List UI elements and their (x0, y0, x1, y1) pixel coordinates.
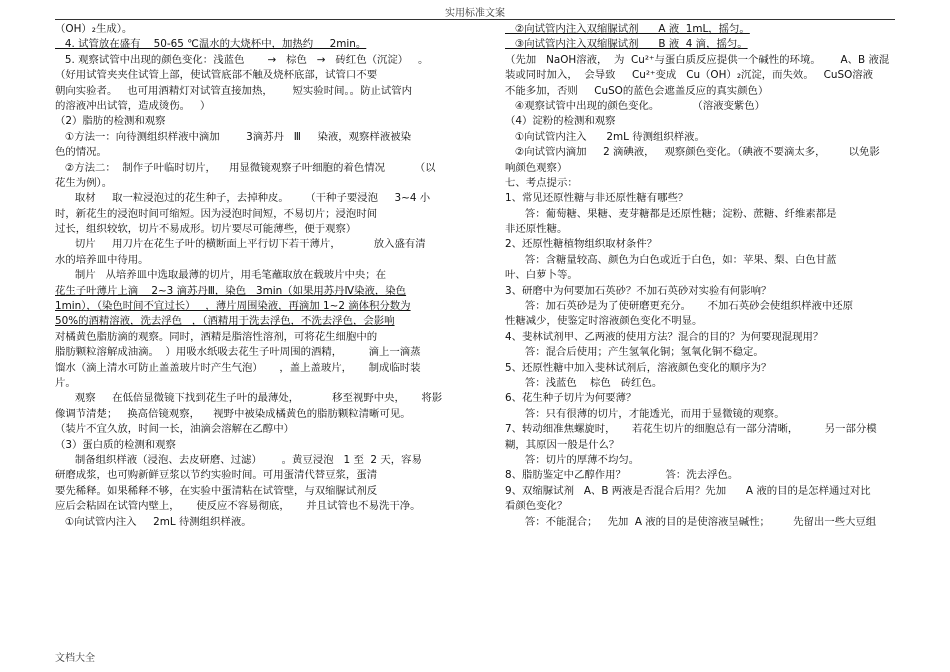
text-line: 答：葡萄糖、果糖、麦芽糖都是还原性糖；淀粉、蔗糖、纤维素都是 (505, 207, 837, 220)
text-line: 1min），（染色时间不宜过长） ，薄片周围染液，再滴加 1~2 滴体积分数为 (55, 300, 411, 313)
text-line: 答：浅蓝色 棕色 砖红色。 (505, 376, 663, 389)
text-line: 1、常见还原性糖与非还原性糖有哪些？ (505, 192, 689, 205)
text-line: 研磨成浆，也可购新鲜豆浆以节约实验时间。可用蛋清代替豆浆，蛋清 (55, 469, 378, 482)
text-line: 答：含糖量较高、颜色为白色或近于白色，如：苹果、梨、白色甘蓝 (505, 253, 837, 266)
left-column (55, 22, 443, 530)
text-line: 应后会粘固在试管内壁上， 使反应不容易彻底， 并且试管也不易洗干净。 (55, 500, 421, 513)
text-line: 看颜色变化？ (505, 500, 568, 513)
text-line: 朝向实验者。 也可用酒精灯对试管直接加热， 短实验时间。。防止试管内 (55, 84, 413, 97)
text-line: 4、斐林试剂甲、乙两液的使用方法？混合的目的？为何要现混现用？ (505, 330, 824, 343)
text-line: 要先稀释。如果稀释不够，在实验中蛋清粘在试管壁，与双缩脲试剂反 (55, 484, 378, 497)
text-line: ①向试管内注入 2mL 待测组织样液。 (505, 130, 705, 143)
text-line: 响颜色观察） (505, 161, 568, 174)
text-line: 性糖减少，使鉴定时溶液颜色变化不明显。 (505, 315, 703, 328)
text-line: 时，新花生的浸泡时间可缩短。因为浸泡时间短，不易切片；浸泡时间 (55, 207, 378, 220)
text-line: ②方法二： 制作子叶临时切片， 用显微镜观察子叶细胞的着色情况 （以 (55, 161, 436, 174)
text-line: 50%的酒精溶液，洗去浮色 ，（酒精用于洗去浮色，不洗去浮色，会影响 (55, 315, 395, 328)
text-line: 制片 从培养皿中选取最薄的切片，用毛笔蘸取放在载玻片中央；在 (55, 269, 387, 282)
text-line: 答：混合后使用；产生氢氧化铜；氢氧化铜不稳定。 (505, 346, 764, 359)
text-line: 6、花生种子切片为何要薄？ (505, 392, 637, 405)
text-line: 花生子叶薄片上滴 2~3 滴苏丹Ⅲ，染色 3min（如果用苏丹Ⅳ染液，染色 (55, 284, 407, 297)
text-line: 观察 在低倍显微镜下找到花生子叶的最薄处， 移至视野中央， 将影 (55, 392, 443, 405)
text-line: 对橘黄色脂肪滴的观察。同时，酒精是脂溶性溶剂，可将花生细胞中的 (55, 330, 378, 343)
text-line: ④观察试管中出现的颜色变化。 （溶液变紫色） (505, 99, 766, 112)
text-line: 5、还原性糖中加入斐林试剂后，溶液颜色变化的顺序为？ (505, 361, 772, 374)
text-line: 取材 取一粒浸泡过的花生种子，去掉种皮。 （干种子要浸泡 3~4 小 (55, 192, 431, 205)
text-line: ②向试管内注入双缩脲试剂 A 液 1mL，摇匀。 (505, 23, 750, 35)
text-line: 2、还原性糖植物组织取材条件？ (505, 238, 658, 251)
text-line: 的溶液冲出试管，造成烫伤。 ） (55, 99, 211, 112)
text-line: 答：加石英砂是为了使研磨更充分。 不加石英砂会使组织样液中还原 (505, 300, 854, 313)
text-line: 7、转动细准焦螺旋时， 若花生切片的细胞总有一部分清晰， 另一部分模 (505, 423, 877, 436)
text-line: 色的情况。 (55, 146, 107, 159)
page-header: 实用标准文案 (445, 8, 505, 19)
text-line: 脂肪颗粒溶解成油滴。 ）用吸水纸吸去花生子叶周围的酒精， 滴上一滴蒸 (55, 346, 421, 359)
right-column (505, 22, 900, 530)
text-line: （3）蛋白质的检测和观察 (55, 438, 176, 451)
text-line: ③向试管内注入双缩脲试剂 B 液 4 滴，摇匀。 (505, 38, 748, 51)
text-line: ②向试管内滴加 2 滴碘液， 观察颜色变化。（碘液不要滴太多， 以免影 (505, 146, 880, 159)
page-footer: 文档大全 (55, 653, 95, 664)
text-line: 非还原性糖。 (505, 223, 568, 236)
text-line: （装片不宜久放，时间一长，油滴会溶解在乙醇中） (55, 423, 294, 436)
text-line: 8、脂肪鉴定中乙醇作用？ 答：洗去浮色。 (505, 469, 739, 482)
text-line: 制备组织样液（浸泡、去皮研磨、过滤） 。黄豆浸泡 1 至 2 天，容易 (55, 453, 422, 466)
text-line: （OH）₂生成）。 (55, 23, 133, 35)
text-line: 水的培养皿中待用。 (55, 253, 149, 266)
text-line: 9、双缩脲试剂 A、B 两液是否混合后用？先加 A 液的目的是怎样通过对比 (505, 484, 871, 497)
text-line: 片。 (55, 376, 76, 389)
text-line: 答：只有很薄的切片，才能透光，而用于显微镜的观察。 (505, 407, 785, 420)
text-line: 切片 用刀片在花生子叶的横断面上平行切下若干薄片， 放入盛有清 (55, 238, 426, 251)
text-line: 不能多加，否则 CuSO的蓝色会遮盖反应的真实颜色） (505, 84, 769, 97)
text-line: ①向试管内注入 2mL 待测组织样液。 (55, 515, 252, 528)
text-line: 花生为例）。 (55, 176, 113, 189)
text-line: （4）淀粉的检测和观察 (505, 115, 616, 128)
text-line: 答：不能混合； 先加 A 液的目的是使溶液呈碱性； 先留出一些大豆组 (505, 515, 877, 528)
text-line: 馏水（滴上清水可防止盖盖玻片时产生气泡） ，盖上盖玻片， 制成临时装 (55, 361, 421, 374)
header-rule (55, 19, 895, 20)
text-line: 叶、白萝卜等。 (505, 269, 578, 282)
text-line: 4. 试管放在盛有 50-65 ℃温水的大烧杯中，加热约 2min。 (55, 38, 367, 51)
text-line: （先加 NaOH溶液， 为 Cu²⁺与蛋白质反应提供一个碱性的环境。 A、B 液混 (505, 53, 890, 66)
text-line: 3、研磨中为何要加石英砂？不加石英砂对实验有何影响？ (505, 284, 772, 297)
text-line: 像调节清楚； 换高倍镜观察， 视野中被染成橘黄色的脂肪颗粒清晰可见。 (55, 407, 411, 420)
text-line: ①方法一：向待测组织样液中滴加 3滴苏丹 Ⅲ 染液，观察样液被染 (55, 130, 411, 143)
text-line: （2）脂肪的检测和观察 (55, 115, 166, 128)
text-line: 5. 观察试管中出现的颜色变化：浅蓝色 → 棕色 → 砖红色（沉淀） 。 (55, 53, 429, 66)
text-line: 过长，组织较软，切片不易成形。切片要尽可能薄些，便于观察） (55, 223, 357, 236)
text-line: （好用试管夹夹住试管上部，使试管底部不触及烧杯底部，试管口不要 (55, 69, 378, 82)
text-line: 糊，其原因一般是什么？ (505, 438, 620, 451)
text-line: 答：切片的厚薄不均匀。 (505, 453, 640, 466)
text-line: 装或同时加入， 会导致 Cu²⁺变成 Cu（OH）₂沉淀，而失效。 CuSO溶液 (505, 69, 874, 82)
text-line: 七、考点提示： (505, 176, 578, 189)
